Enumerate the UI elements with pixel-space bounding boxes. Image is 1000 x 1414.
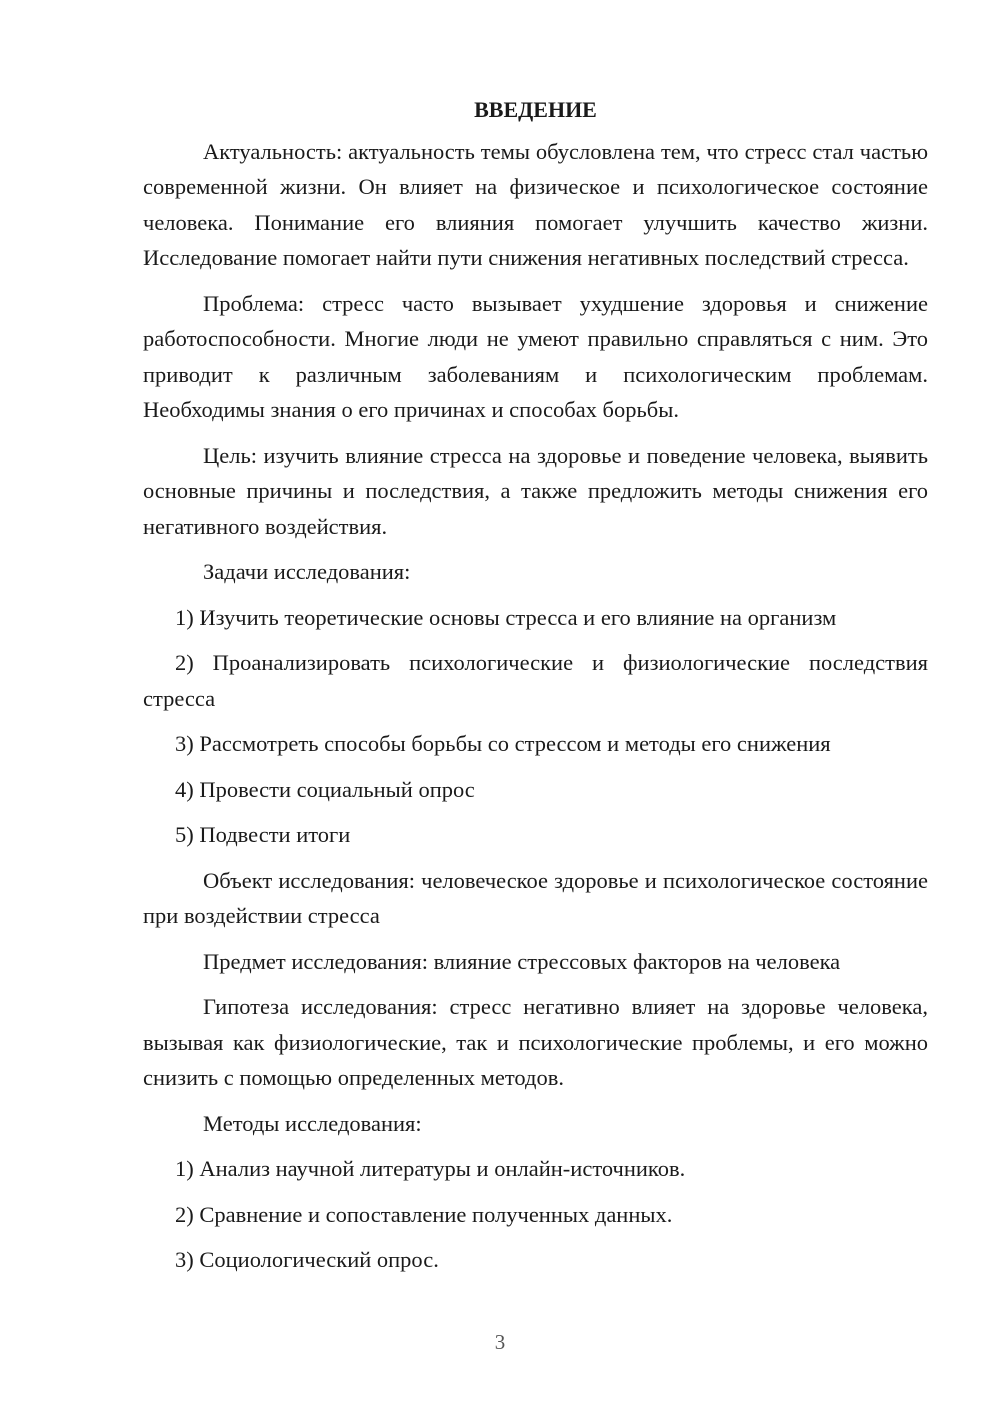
method-item-2: 2) Сравнение и сопоставление полученных данных.: [175, 1201, 673, 1227]
task-item-3: 3) Рассмотреть способы борьбы со стрессом и методы его снижения: [175, 731, 831, 756]
task-item-4: 4) Провести социальный опрос: [175, 776, 475, 802]
page-number: 3: [494, 1330, 506, 1354]
tasks-heading: Задачи исследования:: [203, 559, 411, 584]
task-item-2: 2) Проанализировать психологические и физиологические последствия стресса: [143, 650, 928, 711]
document-body: [143, 92, 928, 1288]
page-title: ВВЕДЕНИЕ: [474, 97, 597, 122]
hypothesis-paragraph: Гипотеза исследования: стресс негативно влияет на здоровье человека, вызывая как физиологические, так и психологические проблемы, и его можно снизить с помощью определенных методов.: [143, 994, 928, 1090]
method-item-1: 1) Анализ научной литературы и онлайн-источников.: [175, 1156, 686, 1181]
object-paragraph: Объект исследования: человеческое здоровье и психологическое состояние при воздействии стресса: [143, 867, 928, 928]
methods-heading: Методы исследования:: [203, 1110, 422, 1136]
task-item-1: 1) Изучить теоретические основы стресса и его влияние на организм: [175, 604, 837, 630]
method-item-3: 3) Социологический опрос.: [175, 1247, 439, 1272]
relevance-paragraph: Актуальность: актуальность темы обусловлена тем, что стресс стал частью современной жизни. Он влияет на физическое и психологическое состояние человека. Понимание его влияния помогает улучшить качество жизни. Исследование помогает найти пути снижения негативных последствий стресса.: [143, 138, 928, 270]
problem-paragraph: Проблема: стресс часто вызывает ухудшение здоровья и снижение работоспособности. Многие люди не умеют правильно справляться с ним. Это приводит к различным заболеваниям и психологическим проблемам. Необходимы знания о его причинах и способах борьбы.: [143, 290, 928, 422]
task-item-5: 5) Подвести итоги: [175, 822, 351, 847]
goal-paragraph: Цель: изучить влияние стресса на здоровье и поведение человека, выявить основные причины и последствия, а также предложить методы снижения его негативного воздействия.: [143, 442, 928, 539]
subject-paragraph: Предмет исследования: влияние стрессовых факторов на человека: [203, 948, 841, 974]
